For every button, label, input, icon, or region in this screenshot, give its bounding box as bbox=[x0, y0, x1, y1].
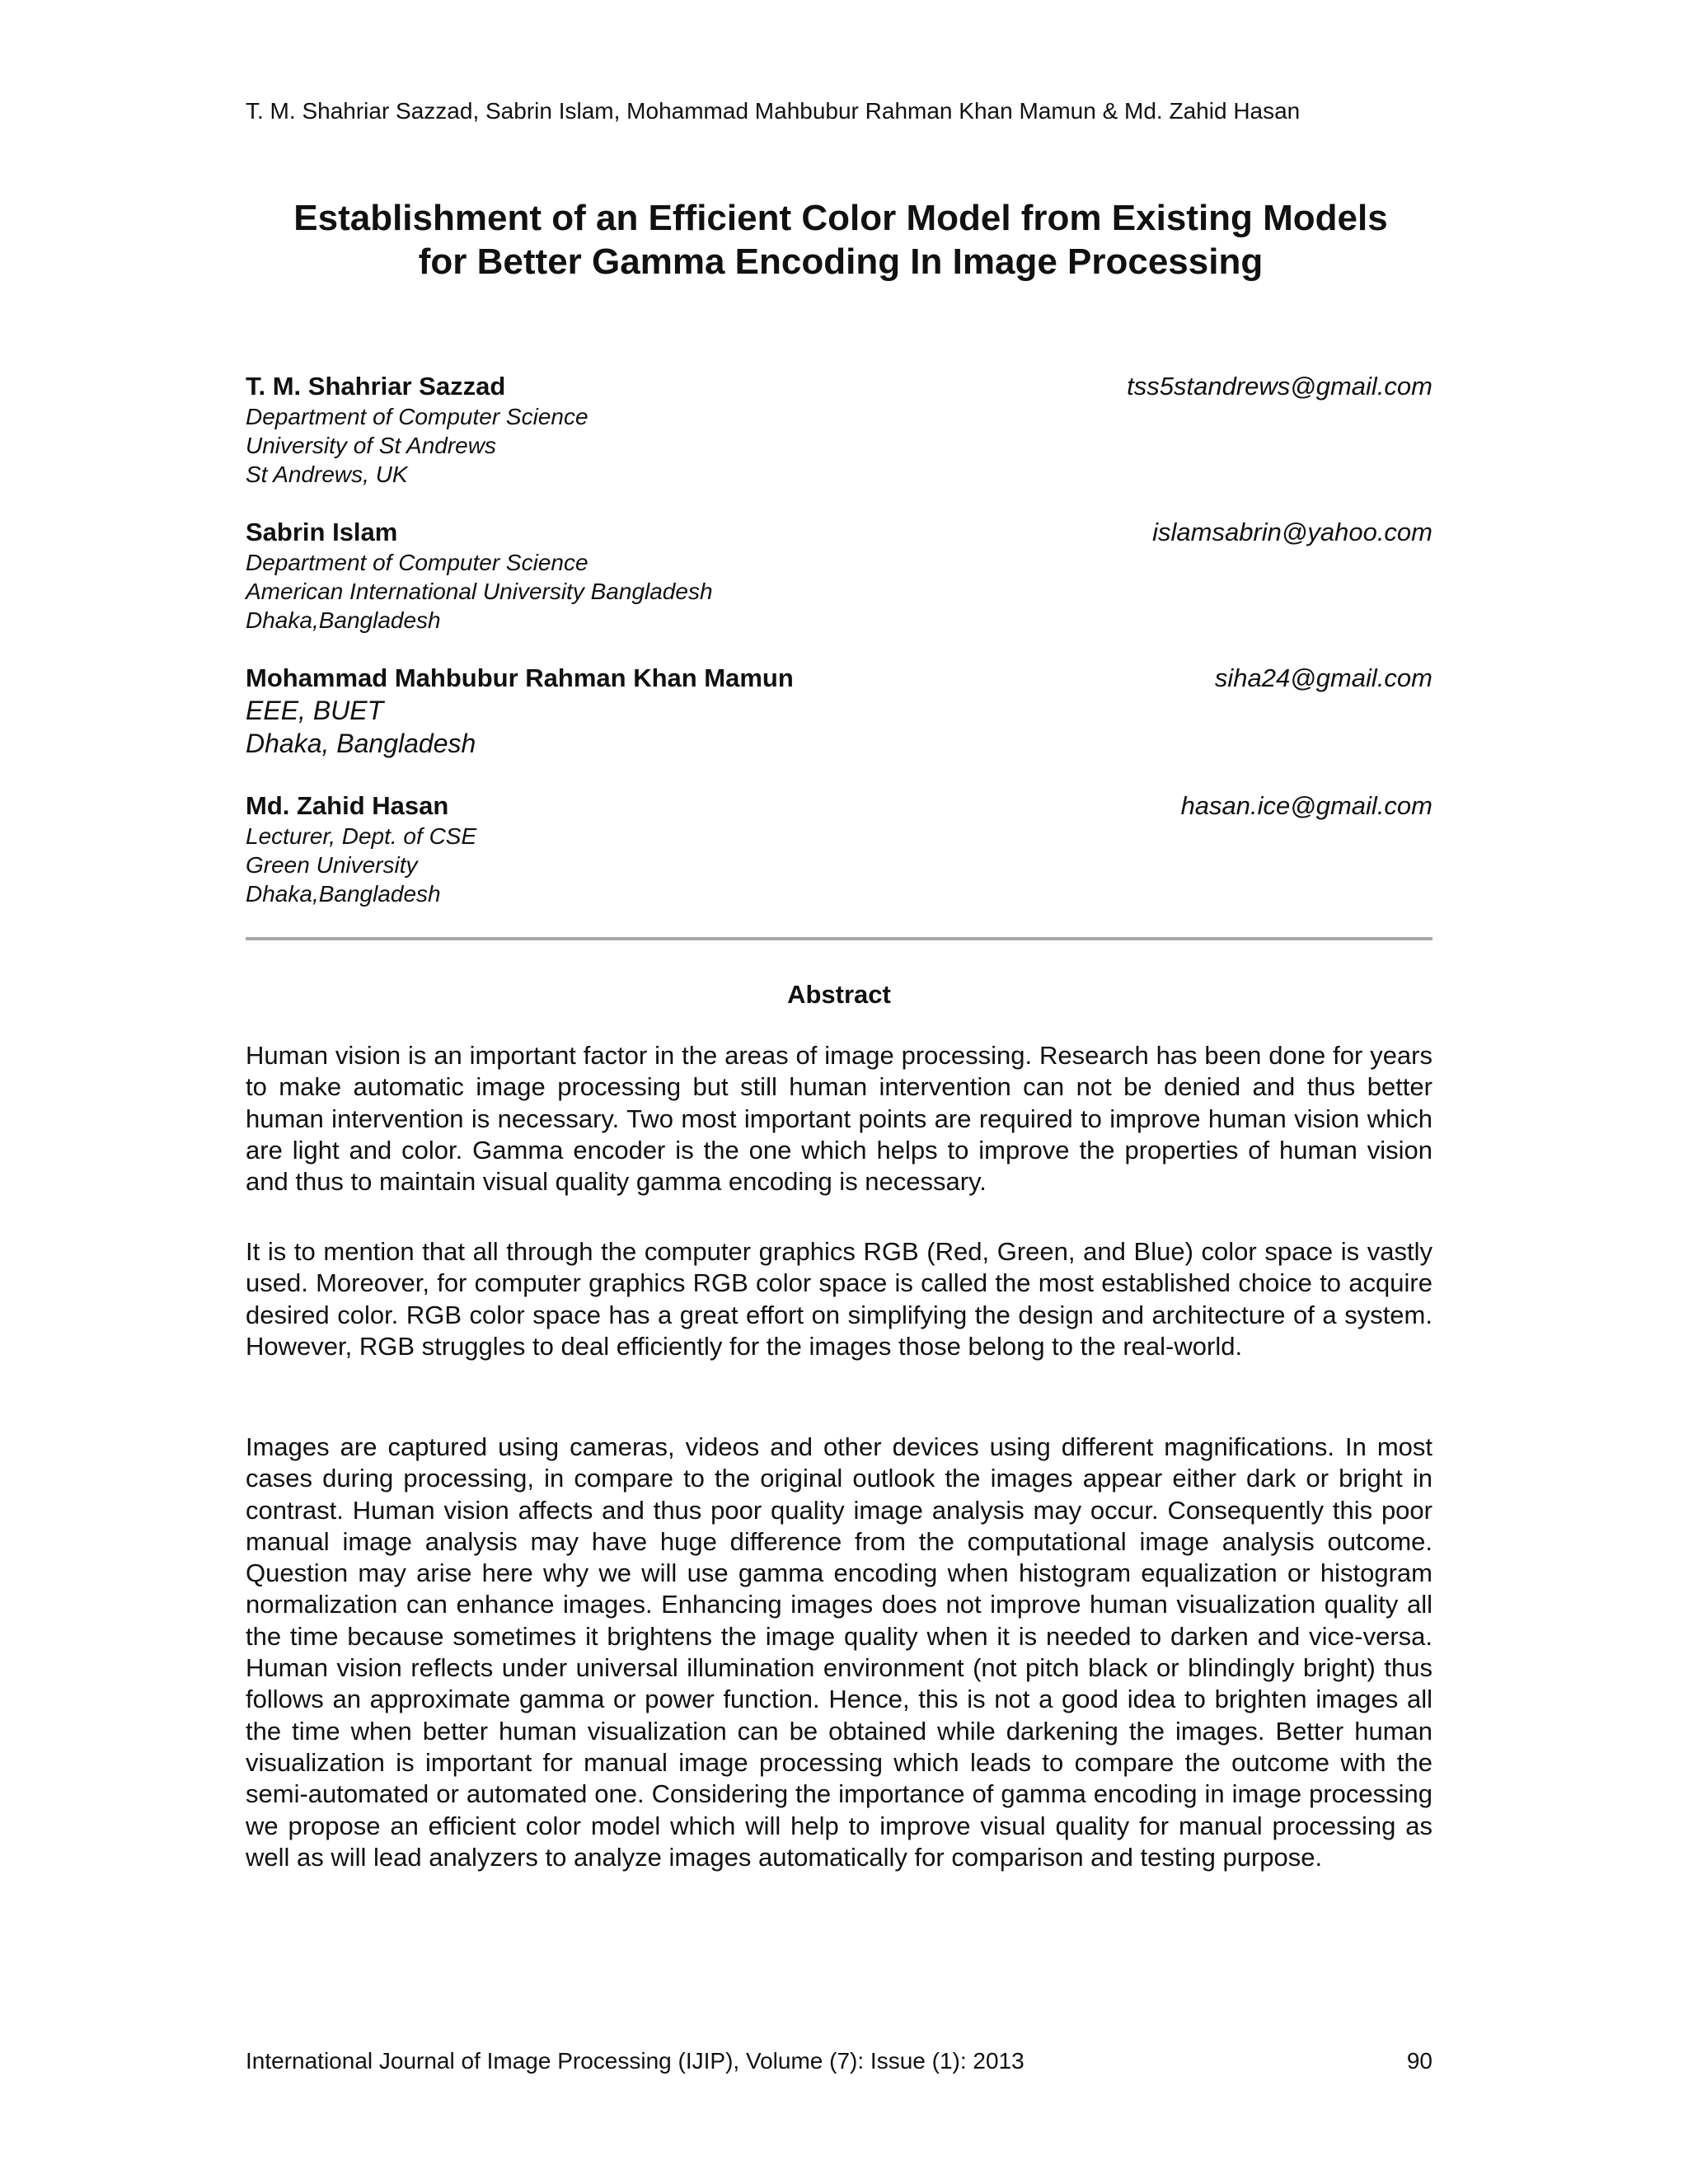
abstract-paragraph-1: Human vision is an important factor in the areas of image processing. Research has been done for years to make automatic image processing but still human intervention can not be denied and thus better human intervention is necessary. Two most important points are required to improve human vision which are light and color. Gamma encoder is the one which helps to improve the properties of human vision and thus to maintain visual quality gamma encoding is necessary. bbox=[246, 1041, 1432, 1197]
title-line-1: Establishment of an Efficient Color Model from Existing Models bbox=[293, 198, 1388, 238]
author-affiliation-line: Green University bbox=[246, 852, 418, 878]
abstract-paragraph-2: It is to mention that all through the computer graphics RGB (Red, Green, and Blue) color space is vastly used. Moreover, for computer graphics RGB color space is called the most established choice to acquire desired color. RGB color space has a great effort on simplifying the design and architecture of a system. However, RGB struggles to deal efficiently for the images those belong to the real-world. bbox=[246, 1237, 1432, 1361]
abstract-paragraph-3: Images are captured using cameras, videos and other devices using different magnifications. In most cases during processing, in compare to the original outlook the images appear either dark or bright in contrast. Human vision affects and thus poor quality image analysis may occur. Consequently this poor manual image analysis may have huge difference from the computational image analysis outcome. Question may arise here why we will use gamma encoding when histogram equalization or histogram normalization can enhance images. Enhancing images does not improve human visualization quality all the time because sometimes it brightens the image quality when it is needed to darken and vice-versa. Human vision reflects under universal illumination environment (not pitch black or blindingly bright) thus follows an approximate gamma or power function. Hence, this is not a good idea to brighten images all the time when better human visualization can be obtained while darkening the images. Better human visualization is important for manual image processing which leads to compare the outcome with the semi-automated or automated one. Considering the importance of gamma encoding in image processing we propose an efficient color model which will help to improve visual quality for manual processing as well as will lead analyzers to analyze images automatically for comparison and testing purpose. bbox=[246, 1432, 1432, 1872]
author-name: Mohammad Mahbubur Rahman Khan Mamun bbox=[246, 663, 794, 692]
author-affiliation-line: Dhaka,Bangladesh bbox=[246, 881, 441, 907]
author-affiliation-line: Lecturer, Dept. of CSE bbox=[246, 823, 477, 849]
author-affiliation-line: American International University Bangladesh bbox=[246, 579, 713, 604]
author-name: Md. Zahid Hasan bbox=[246, 791, 449, 820]
page-number: 90 bbox=[1406, 2048, 1432, 2074]
author-email[interactable]: siha24@gmail.com bbox=[1214, 663, 1432, 692]
title-line-2: for Better Gamma Encoding In Image Processing bbox=[418, 241, 1264, 282]
author-email[interactable]: islamsabrin@yahoo.com bbox=[1152, 518, 1432, 546]
author-affiliation-line: Dhaka, Bangladesh bbox=[246, 729, 476, 758]
paper-title bbox=[206, 196, 1475, 284]
author-name: Sabrin Islam bbox=[246, 518, 398, 546]
author-affiliation-line: Department of Computer Science bbox=[246, 404, 588, 429]
author-affiliation-line: University of St Andrews bbox=[246, 433, 496, 458]
author-name: T. M. Shahriar Sazzad bbox=[246, 372, 506, 401]
footer-journal: International Journal of Image Processing (IJIP), Volume (7): Issue (1): 2013 bbox=[246, 2048, 1025, 2074]
author-affiliation-line: St Andrews, UK bbox=[246, 462, 408, 487]
author-email[interactable]: hasan.ice@gmail.com bbox=[1180, 791, 1432, 820]
abstract-heading: Abstract bbox=[787, 980, 891, 1009]
author-block-2 bbox=[246, 517, 1432, 635]
author-affiliation-line: Dhaka,Bangladesh bbox=[246, 607, 441, 633]
author-affiliation-line: Department of Computer Science bbox=[246, 550, 588, 575]
author-block-3 bbox=[246, 663, 1432, 760]
author-affiliation-line: EEE, BUET bbox=[246, 696, 384, 725]
page-footer bbox=[246, 2047, 1432, 2075]
author-email[interactable]: tss5standrews@gmail.com bbox=[1127, 372, 1432, 401]
author-block-4 bbox=[246, 790, 1432, 908]
running-head: T. M. Shahriar Sazzad, Sabrin Islam, Mohammad Mahbubur Rahman Khan Mamun & Md. Zahid Hasan bbox=[246, 98, 1301, 124]
author-block-1 bbox=[246, 371, 1432, 489]
section-divider bbox=[246, 937, 1432, 940]
